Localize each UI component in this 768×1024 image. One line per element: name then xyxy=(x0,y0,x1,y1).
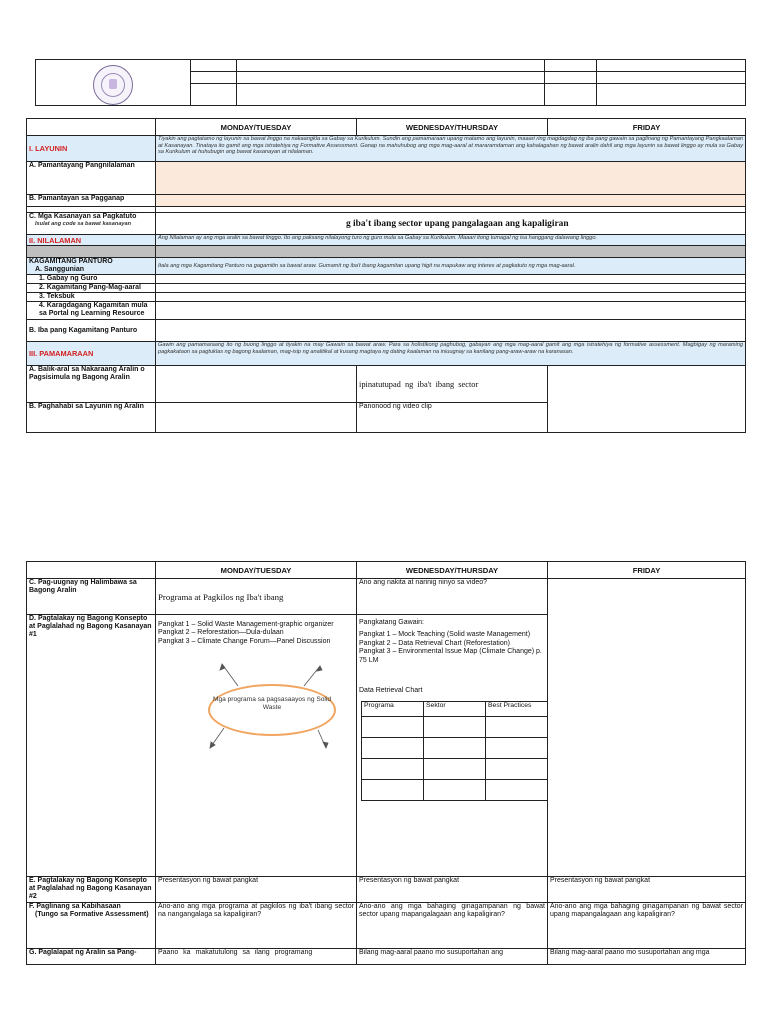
col-friday-2: FRIDAY xyxy=(548,562,746,579)
pagtalakay-2-col2: Presentasyon ng bawat pangkat xyxy=(357,877,548,903)
solid-waste-graphic-organizer xyxy=(166,656,346,756)
deped-seal-icon xyxy=(93,65,133,105)
pangkat-2-line: Pangkat 2 – Reforestation—Dula-dulaan xyxy=(158,629,284,637)
balik-aral-label: A. Balik-aral sa Nakaraang Aralin o Pagsisimula ng Bagong Aralin xyxy=(27,366,156,403)
chart-header-sektor: Sektor xyxy=(424,702,486,717)
paglalapat-col2: Bilang mag-aaral paano mo susuportahan ang xyxy=(357,949,548,965)
pag-uugnay-col1: Programa at Pagkilos ng Iba't ibang xyxy=(158,591,284,602)
pamamaraan-note: Gawin ang pamamaraang ito ng buong linggo at tiyakin na may Gawain sa bawat araw. Para sa holistikong paghubog, gabayan ang mga mag-aaral gamit ang mga istratehiya ng formative assessment. Magbigay ng maraming pagkakataon sa pagtuklas ng bagong kaalaman, mag-isip ng analitikal at kusang magtaya ng dating kaalaman na iniuugnay sa kanilang pang-araw-araw na karanasan. xyxy=(156,342,746,366)
chart-header-programa: Programa xyxy=(362,702,424,717)
paglalapat-col1: Paano ka makatutulong sa ilang programang xyxy=(156,949,357,965)
kasanayan-sublabel: Isulat ang code sa bawat kasanayan xyxy=(35,221,132,227)
paghahabi-col2: Panonood ng video clip xyxy=(357,403,548,433)
balik-aral-row xyxy=(27,366,746,403)
pagtalakay-2-col3: Presentasyon ng bawat pangkat xyxy=(548,877,746,903)
col-monday-tuesday: MONDAY/TUESDAY xyxy=(156,119,357,136)
pagtalakay-2-row xyxy=(27,877,746,903)
gabay-guro-label: 1. Gabay ng Guro xyxy=(27,275,156,284)
gawain-1-line: Pangkat 1 – Mock Teaching (Solid waste Management) xyxy=(359,631,531,639)
kagamitang-mag-aaral-label: 2. Kagamitang Pang-Mag-aaral xyxy=(27,284,156,293)
chart-header-best-practices: Best Practices xyxy=(486,702,548,717)
pamantayan-pagganap-row xyxy=(27,195,746,207)
kasanayan-text: g iba't ibang sector upang pangalagaan ang kapaligiran xyxy=(346,218,569,229)
kagamitan-row xyxy=(27,258,746,275)
pamantayang-pangnilalaman-label: A. Pamantayang Pangnilalaman xyxy=(27,162,156,195)
pagtalakay-2-label: E. Pagtalakay ng Bagong Konsepto at Paglalahad ng Bagong Kasanayan #2 xyxy=(27,877,156,903)
pag-uugnay-label: C. Pag-uugnay ng Halimbawa sa Bagong Aralin xyxy=(27,579,156,615)
layunin-row xyxy=(27,136,746,162)
karagdagang-kagamitan-label: 4. Karagdagang Kagamitan mula sa Portal ng Learning Resource xyxy=(27,302,156,320)
pamantayan-pagganap-label: B. Pamantayan sa Pagganap xyxy=(27,195,156,207)
paglinang-row xyxy=(27,903,746,949)
data-retrieval-chart xyxy=(361,701,548,801)
iba-pang-kagamitan-label: B. Iba pang Kagamitang Panturo xyxy=(27,320,156,342)
data-retrieval-chart-title: Data Retrieval Chart xyxy=(359,687,423,695)
pangkat-1-line: Pangkat 1 – Solid Waste Management-graphic organizer xyxy=(158,621,334,628)
lesson-plan-table-page2 xyxy=(26,561,746,965)
col-wednesday-thursday: WEDNESDAY/THURSDAY xyxy=(357,119,548,136)
pag-uugnay-col2: Ano ang nakita at narinig ninyo sa video? xyxy=(357,579,548,615)
pagtalakay-1-label: D. Pagtalakay ng Bagong Konsepto at Paglalahad ng Bagong Kasanayan #1 xyxy=(27,615,156,877)
kasanayan-row xyxy=(27,213,746,235)
school-header-table xyxy=(35,59,746,106)
pamantayang-pangnilalaman-row xyxy=(27,162,746,195)
balik-aral-col2: ipinatutupad ng iba't ibang sector xyxy=(359,379,479,389)
lesson-plan-table-page1 xyxy=(26,118,746,433)
paglinang-col3: Ano-ano ang mga bahaging ginagampanan ng bawat sector upang mapangalagaan ang kapaligiran? xyxy=(548,903,746,949)
paghahabi-label: B. Paghahabi sa Layunin ng Aralin xyxy=(27,403,156,433)
gawain-3-line: Pangkat 3 – Environmental Issue Map (Climate Change) p. 75 LM xyxy=(359,648,542,664)
paglinang-sublabel: (Tungo sa Formative Assessment) xyxy=(35,911,149,918)
kagamitan-label: KAGAMITANG PANTURO xyxy=(29,258,113,265)
col-wednesday-thursday-2: WEDNESDAY/THURSDAY xyxy=(357,562,548,579)
nilalaman-label: II. NILALAMAN xyxy=(27,235,156,246)
pagtalakay-2-col1: Presentasyon ng bawat pangkat xyxy=(156,877,357,903)
graphic-organizer-oval: Mga programa sa pagsasaayos ng Solid Waste xyxy=(208,684,336,736)
logo-cell xyxy=(36,60,191,106)
paglinang-col1: Ano-ano ang mga programa at pagkilos ng iba't ibang sector na nangangalaga sa kapaligiran? xyxy=(156,903,357,949)
teksbuk-label: 3. Teksbuk xyxy=(27,293,156,302)
gawain-2-line: Pangkat 2 – Data Retrieval Chart (Reforestation) xyxy=(359,639,510,647)
paglalapat-label: G. Paglalapat ng Aralin sa Pang- xyxy=(27,949,156,965)
pag-uugnay-row xyxy=(27,579,746,615)
pamamaraan-label: III. PAMAMARAAN xyxy=(27,342,156,366)
day-header-row-2 xyxy=(27,562,746,579)
pangkat-3-line: Pangkat 3 – Climate Change Forum—Panel Discussion xyxy=(158,637,331,645)
kagamitan-note: Itala ang mga Kagamitang Panturo na gagamitin sa bawat araw. Gumamit ng iba't ibang kagamitan upang higit na mapukaw ang interes at pagkatuto ng mga mag-aaral. xyxy=(156,258,746,275)
paglalapat-col3: Bilang mag-aaral paano mo susuportahan ang mga xyxy=(548,949,746,965)
layunin-note: Tiyakin ang pagtatamo ng layunin sa bawat linggo na nakaangkla sa Gabay sa Kurikulum. Sundin ang pamamaraan upang matamo ang layunin, maaari ring magdagdag ng iba pang gawain sa paglinang ng Pamantayang Pangkaalaman at Kasanayan. Tinataya ito gamit ang mga istratehiya ng Formative Assessment. Ganap na mahuhubog ang mga mag-aaral at mararamdaman ang kahalagahan ng bawat aralin dahil ang mga layunin sa bawat linggo ay mula sa Gabay sa Kurikulum at huhubugin ang bawat kasanayan at nilalaman. xyxy=(156,136,746,162)
pamamaraan-row xyxy=(27,342,746,366)
col-monday-tuesday-2: MONDAY/TUESDAY xyxy=(156,562,357,579)
paglalapat-row xyxy=(27,949,746,965)
nilalaman-note: Ang Nilalaman ay ang mga aralin sa bawat linggo. Ito ang paksang nilalayong turo ng guro mula sa Gabay sa Kurikulum. Maaari itong tumagal ng isa hanggang dalawang linggo. xyxy=(156,235,746,246)
paglinang-col2: Ano-ano ang mga bahaging ginagampanan ng bawat sector upang mapangalagaan ang kapaligiran? xyxy=(357,903,548,949)
layunin-label: I. LAYUNIN xyxy=(27,136,156,162)
nilalaman-row xyxy=(27,235,746,246)
kasanayan-label: C. Mga Kasanayan sa Pagkatuto xyxy=(29,213,137,220)
sanggunian-label: A. Sanggunian xyxy=(35,266,84,273)
day-header-row xyxy=(27,119,746,136)
paglinang-label: F. Paglinang sa Kabihasaan xyxy=(29,903,121,910)
pangkatang-gawain-title: Pangkatang Gawain: xyxy=(359,619,424,626)
col-friday: FRIDAY xyxy=(548,119,746,136)
